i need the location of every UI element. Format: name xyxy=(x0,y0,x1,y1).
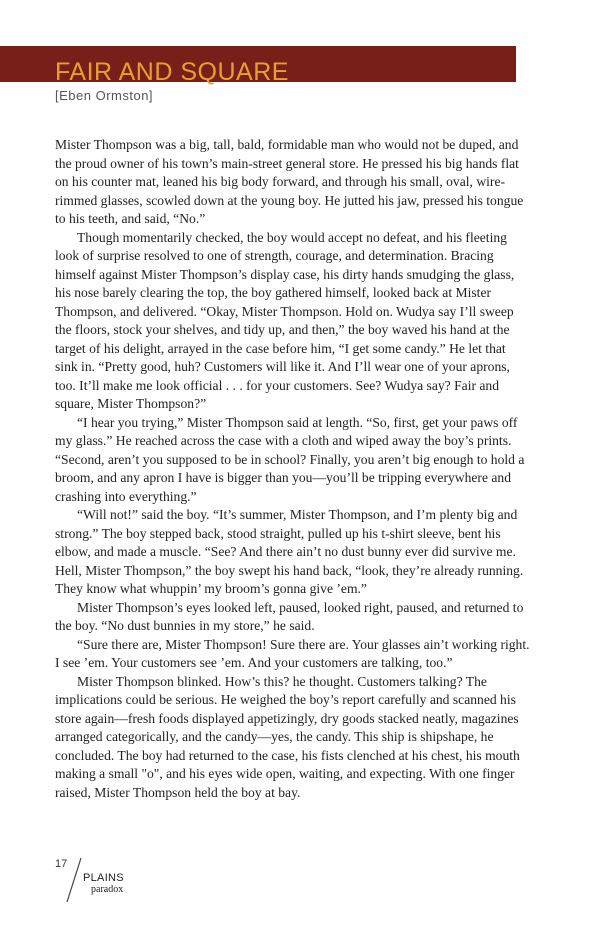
story-paragraph: Mister Thompson was a big, tall, bald, formidable man who would not be duped, and the proud owner of his town’s main-street general store. He pressed his big hands flat on his counter mat, leaned his big body forward, and through his small, oval, wire-rimmed glasses, scowled down at the young boy. He jutted his jaw, pressed his tongue to his teeth, and said, “No.” xyxy=(55,137,524,226)
story-paragraph: Mister Thompson’s eyes looked left, paused, looked right, paused, and returned to the boy. “No dust bunnies in my store,” he said. xyxy=(55,599,524,633)
slash-divider-icon xyxy=(64,857,84,903)
magazine-name: PLAINS xyxy=(83,872,124,884)
story-title: FAIR AND SQUARE xyxy=(55,58,289,86)
story-paragraph: “Will not!” said the boy. “It’s summer, Mister Thompson, and I’m plenty big and strong.” The boy stepped back, stood straight, pulled up his t-shirt sleeve, bent his elbow, and made a muscle. “See? And there ain’t no dust bunny ever did survive me. Hell, Mister Thompson,” the boy swept his hand back, “look, they’re already running. They know what whuppin’ my broom’s gonna give ’em.” xyxy=(55,507,524,596)
page-number: 17 xyxy=(55,858,68,870)
magazine-logo xyxy=(83,872,124,896)
story-paragraph: Mister Thompson blinked. How’s this? he thought. Customers talking? The implications could be serious. He weighed the boy’s report carefully and scanned his store again—fresh foods displayed appetizingly, dry goods stacked neatly, magazines arranged categorically, and the candy—yes, the candy. This ship is shipshape, he concluded. The boy had returned to the case, his fists clenched at his chest, his mouth making a small "o", and his eyes wide open, waiting, and expecting. With one finger raised, Mister Thompson held the boy at bay. xyxy=(55,673,520,800)
author-byline: [Eben Ormston] xyxy=(55,88,154,103)
story-paragraph: “Sure there are, Mister Thompson! Sure there are. Your glasses ain’t working right. I see ’em. Your customers see ’em. And your customers are talking, too.” xyxy=(55,636,530,670)
story-body xyxy=(55,136,530,802)
story-paragraph: Though momentarily checked, the boy would accept no defeat, and his fleeting look of surprise resolved to one of strength, courage, and determination. Bracing himself against Mister Thompson’s display case, his dirty hands smudging the glass, his nose barely clearing the top, the boy gathered himself, looked back at Mister Thompson, and delivered. “Okay, Mister Thompson. Hold on. Wudya say I’ll sweep the floors, stock your shelves, and tidy up, and then,” the boy waved his hand at the target of his delight, arrayed in the case before him, “I get some candy.” He let that sink in. “Pretty good, huh? Customers will like it. And I’ll wear one of your aprons, too. It’ll make me look official . . . for your customers. See? Wudya say? Fair and square, Mister Thompson?” xyxy=(55,229,515,411)
magazine-subtitle: paradox xyxy=(91,884,124,895)
story-paragraph: “I hear you trying,” Mister Thompson said at length. “So, first, get your paws off my glass.” He reached across the case with a cloth and wiped away the boy’s prints. “Second, aren’t you supposed to be in school? Finally, you aren’t big enough to hold a broom, and any apron I have is bigger than you—you’ll be tripping everywhere and crashing into everything.” xyxy=(55,414,525,504)
